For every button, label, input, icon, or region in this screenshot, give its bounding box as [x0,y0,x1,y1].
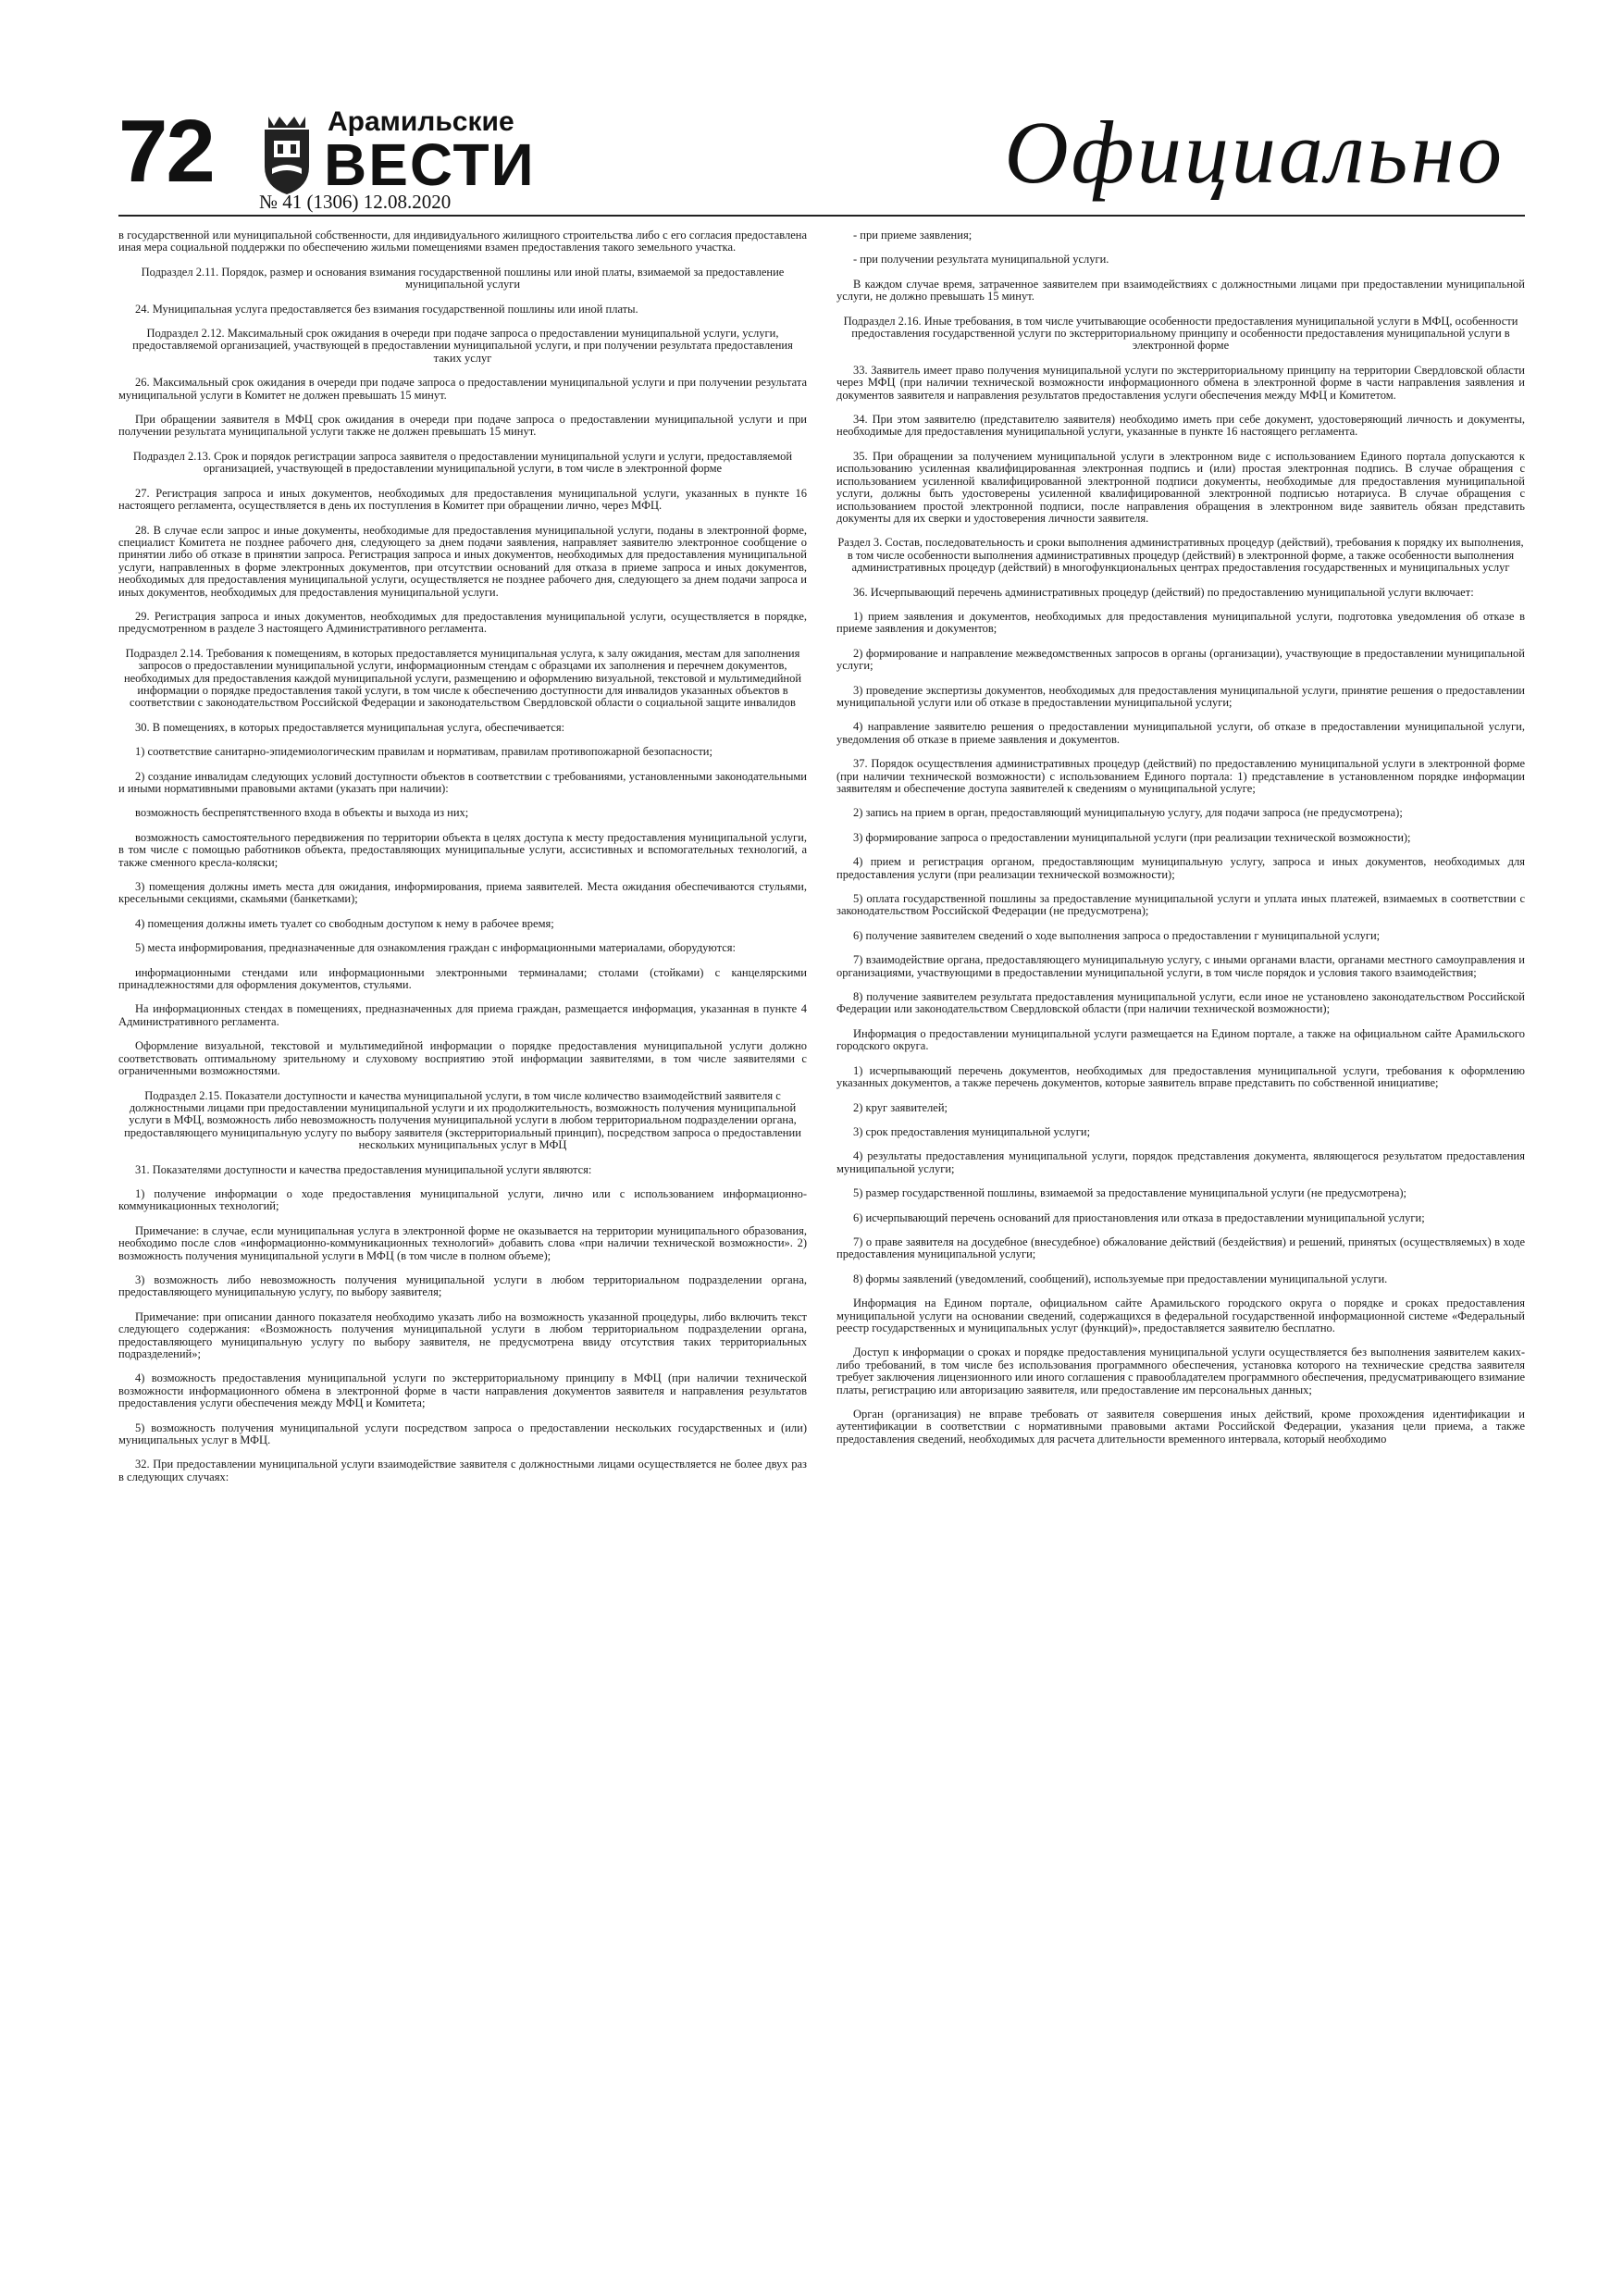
paragraph: 32. При предоставлении муниципальной услуги взаимодействие заявителя с должностными лицами осуществляется не более двух раз в следующих случаях: [118,1458,807,1483]
paragraph: 5) размер государственной пошлины, взимаемой за предоставление муниципальной услуги (не предусмотрена); [853,1186,1407,1200]
brand-title: ВЕСТИ [324,131,536,198]
paragraph: 1) получение информации о ходе предоставления муниципальной услуги, лично или с использованием информационно-коммуникационных технологий; [118,1186,807,1213]
paragraph: 36. Исчерпывающий перечень административных процедур (действий) по предоставлению муниципальной услуги включает: [853,585,1474,599]
paragraph: 2) запись на прием в орган, предоставляющий муниципальную услугу, для подачи запроса (не предусмотрена); [853,806,1403,820]
issue-info: № 41 (1306) 12.08.2020 [259,191,452,213]
subsection-heading: Подраздел 2.14. Требования к помещениям, в которых предоставляется муниципальная услуга, к залу ожидания, местам для заполнения запросов о предоставлении муниципальной услуги, информационным стендам с образцами их заполнения и перечнем документов, необходимых для предоставления каждой муниципальной услуги, размещению и оформлению визуальной, текстовой и мультимедийной информации о порядке предоставления такой услуги, в том числе к обеспечению доступности для инвалидов указанных объектов в соответствии с законодательством Российской Федерации и законодательством Свердловской области о социальной защите инвалидов [123,646,802,710]
section-title: Официально [1004,103,1505,202]
subsection-heading: Подраздел 2.12. Максимальный срок ожидания в очереди при подаче запроса о предоставлении муниципальной услуги, услуги, предоставляемой организацией, участвующей в предоставлении муниципальной услуги, и при получении результата предоставления таких услуг [132,327,793,365]
subsection-heading: Подраздел 2.13. Срок и порядок регистрации запроса заявителя о предоставлении муниципальной услуги и услуги, предоставляемой организацией, участвующей в предоставлении муниципальной услуги, в том числе в электронной форме [132,449,793,476]
paragraph: Информация на Едином портале, официальном сайте Арамильского городского округа о порядке и сроках предоставления муниципальной услуги на основании сведений, содержащихся в федеральной государственной информационной системе «Федеральный реестр государственных и муниципальных услуг (функций)», предоставляется заявителю бесплатно. [836,1297,1525,1334]
paragraph: 1) соответствие санитарно-эпидемиологическим правилам и нормативам, правилам противопожарной безопасности; [135,745,712,759]
paragraph: 34. При этом заявителю (представителю заявителя) необходимо иметь при себе документ, удостоверяющий личность и документы, необходимые для предоставления муниципальной услуги, указанные в пункте 16 настоящего регламента. [836,413,1525,439]
paragraph: 24. Муниципальная услуга предоставляется без взимания государственной пошлины или иной платы. [135,302,638,316]
paragraph: - при получении результата муниципальной услуги. [853,253,1109,267]
paragraph: 4) прием и регистрация органом, предоставляющим муниципальную услугу, запроса и иных документов, необходимых для предоставления услуги (при реализации технической возможности); [836,855,1525,881]
paragraph: 7) взаимодействие органа, предоставляющего муниципальную услугу, с иными органами власти, органами местного самоуправления и организациями, участвующими в предоставлении муниципальной услуги, в том числе порядок и условия такого взаимодействия; [836,953,1525,979]
paragraph: 37. Порядок осуществления административных процедур (действий) по предоставлению муниципальной услуги в электронной форме (при наличии технической возможности) с использованием Единого портала: 1) представление в установленном порядке информации заявителям и обеспечение доступа заявителей к сведениям о муниципальной услуге; [836,757,1525,795]
header-rule [118,215,1525,217]
paragraph: 3) возможность либо невозможность получения муниципальной услуги в любом территориальном подразделении органа, предоставляющего муниципальную услугу, по выбору заявителя; [118,1272,807,1299]
paragraph: Доступ к информации о сроках и порядке предоставления муниципальной услуги осуществляется без выполнения заявителем каких-либо требований, в том числе без использования программного обеспечения, установка которого на технические средства заявителя требует заключения лицензионного или иного соглашения с правообладателем программного обеспечения, предусматривающего взимание платы, регистрацию или авторизацию заявителя, или предоставление им персональных данных; [836,1346,1525,1396]
paragraph: в государственной или муниципальной собственности, для индивидуального жилищного строительства либо с его согласия предоставлена иная мера социальной поддержки по обеспечению жильми помещениями взамен предоставления такого земельного участка. [118,229,807,254]
paragraph: 1) исчерпывающий перечень документов, необходимых для предоставления муниципальной услуги, требования к оформлению указанных документов, а также перечень документов, которые заявитель вправе представить по собственной инициативе; [836,1063,1525,1090]
paragraph: 35. При обращении за получением муниципальной услуги в электронном виде с использованием Единого портала допускаются к использованию усиленная квалифицированная электронная подпись и (или) простая электронная подпись. В случае обращения с использованием усиленной квалифицированной электронной подписи документы, необходимые для предоставления муниципальной услуги, должны быть удостоверены усиленной квалифицированной электронной подписью нотариуса. В случае обращения с использованием простой электронной подписи, после направления обращения в электронном виде заявитель обязан представить документы для их сверки и удостоверения личности заявителя. [836,449,1525,525]
paragraph: 4) направление заявителю решения о предоставлении муниципальной услуги, об отказе в предоставлении муниципальной услуги, уведомления об отказе в приеме заявления и документов. [836,720,1525,746]
right-column [836,230,1525,1458]
paragraph: 5) места информирования, предназначенные для ознакомления граждан с информационными материалами, оборудуются: [135,941,736,955]
paragraph: 2) создание инвалидам следующих условий доступности объектов в соответствии с требованиями, установленными законодательными и иными нормативными правовыми актами (указать при наличии): [118,769,807,795]
paragraph: 29. Регистрация запроса и иных документов, необходимых для предоставления муниципальной услуги, осуществляется в порядке, предусмотренном в разделе 3 настоящего Административного регламента. [118,609,807,636]
paragraph: 3) формирование запроса о предоставлении муниципальной услуги (при реализации технической возможности); [853,830,1411,844]
paragraph: 26. Максимальный срок ожидания в очереди при подаче запроса о предоставлении муниципальной услуги и при получении результата муниципальной услуги в Комитет не должен превышать 15 минут. [118,376,807,402]
subsection-heading: Подраздел 2.16. Иные требования, в том числе учитывающие особенности предоставления муниципальной услуги в МФЦ, особенности предоставления государственной услуги по экстерриториальному принципу и особенности предоставления муниципальной услуги в электронной форме [843,314,1518,353]
coat-of-arms-icon [259,113,315,196]
paragraph: В каждом случае время, затраченное заявителем при взаимодействиях с должностными лицами при предоставлении муниципальной услуги, не должно превышать 15 минут. [836,277,1525,304]
paragraph: 3) помещения должны иметь места для ожидания, информирования, приема заявителей. Места ожидания обеспечиваются стульями, кресельными секциями, скамьями (банкетками); [118,880,807,906]
paragraph: возможность беспрепятственного входа в объекты и выхода из них; [135,806,469,820]
paragraph: 3) срок предоставления муниципальной услуги; [853,1124,1091,1138]
left-column [118,230,807,1496]
paragraph: Орган (организация) не вправе требовать от заявителя совершения иных действий, кроме прохождения идентификации и аутентификации в соответствии с нормативными правовыми актами Российской Федерации, указания цели приема, а также предоставления сведений, необходимых для расчета длительности временного интервала, который необходимо [836,1408,1525,1446]
paragraph: 4) результаты предоставления муниципальной услуги, порядок представления документа, являющегося результатом предоставления муниципальной услуги; [836,1149,1525,1175]
subsection-heading: Подраздел 2.15. Показатели доступности и качества муниципальной услуги, в том числе количество взаимодействий заявителя с должностными лицами при предоставлении муниципальной услуги и их продолжительность, возможность получения муниципальной услуги в МФЦ, возможность либо невозможность получения муниципальной услуги в любом территориальном подразделении органа, предоставляющего муниципальную услугу по выбору заявителя (экстерриториальный принцип), посредством запроса о предоставлении нескольких муниципальных услуг в МФЦ [124,1088,801,1152]
paragraph: 28. В случае если запрос и иные документы, необходимые для предоставления муниципальной услуги, поданы в электронной форме, специалист Комитета не позднее рабочего дня, следующего за днем подачи заявления, направляет заявителю электронное сообщение о принятии либо об отказе в принятии запроса. Регистрация запроса и иных документов, необходимых для предоставления муниципальной услуги, направленных в форме электронных документов, при отсутствии оснований для отказа в приеме запроса и иных документов, необходимых для предоставления муниципальной услуги, осуществляется не позднее рабочего дня, следующего за днем подачи запроса и иных документов, необходимых для предоставления муниципальной услуги. [118,523,807,599]
paragraph: 33. Заявитель имеет право получения муниципальной услуги по экстерриториальному принципу на территории Свердловской области через МФЦ (при наличии технической возможности информационного обмена в электронной форме в части направления заявления и документов заявителя и направления результатов предоставления услуги обеспечения между МФЦ и Комитетом. [836,363,1525,402]
paragraph: Примечание: при описании данного показателя необходимо указать либо на возможность указанной процедуры, либо включить текст следующего содержания: «Возможность получения муниципальной услуги в любом территориальном подразделении органа, предоставляющего муниципальную услугу по выбору заявителя, не предусмотрена ввиду отсутствия таких территориальных подразделений»; [118,1309,807,1360]
paragraph: Примечание: в случае, если муниципальная услуга в электронной форме не оказывается на территории муниципального образования, необходимо после слов «информационно-коммуникационных технологий» добавить слова «при наличии технической возможности». 2) возможность получения муниципальной услуги в МФЦ (в том числе в полном объеме); [118,1223,807,1262]
paragraph: возможность самостоятельного передвижения по территории объекта в целях доступа к месту предоставления муниципальной услуги, в том числе с помощью работников объекта, предоставляющих муниципальные услуги, ассистивных и вспомогательных технологий, а также сменного кресла-коляски; [118,830,807,869]
paragraph: 7) о праве заявителя на досудебное (внесудебное) обжалование действий (бездействия) и решений, принятых (осуществляемых) в ходе предоставления муниципальной услуги; [836,1235,1525,1261]
paragraph: 1) прием заявления и документов, необходимых для предоставления муниципальной услуги, подготовка уведомления об отказе в приеме заявления и документов; [836,609,1525,636]
subsection-heading: Подраздел 2.11. Порядок, размер и основания взимания государственной пошлины или иной платы, взимаемой за предоставление муниципальной услуги [141,265,785,292]
paragraph: 6) получение заявителем сведений о ходе выполнения запроса о предоставлении г муниципальной услуги; [853,928,1381,942]
paragraph: 8) получение заявителем результата предоставления муниципальной услуги, если иное не установлено законодательством Российской Федерации или законодательством Свердловской области (при наличии технической возможности); [836,990,1525,1016]
paragraph: 5) возможность получения муниципальной услуги посредством запроса о предоставлении нескольких государственных и (или) муниципальных услуг в МФЦ. [118,1421,807,1447]
paragraph: 2) формирование и направление межведомственных запросов в органы (организации), участвующие в предоставлении муниципальной услуги; [836,646,1525,673]
paragraph: На информационных стендах в помещениях, предназначенных для приема граждан, размещается информация, указанная в пункте 4 Административного регламента. [118,1002,807,1028]
paragraph: Информация о предоставлении муниципальной услуги размещается на Едином портале, а также на официальном сайте Арамильского городского округа. [836,1026,1525,1053]
paragraph: - при приеме заявления; [853,229,973,242]
paragraph: Оформление визуальной, текстовой и мультимедийной информации о порядке предоставления муниципальной услуги должно соответствовать оптимальному зрительному и слуховому восприятию этой информации заявителями, в том числе заявителями с ограниченными возможностями. [118,1039,807,1078]
paragraph: 4) возможность предоставления муниципальной услуги по экстерриториальному принципу в МФЦ (при наличии технической возможности информационного обмена в электронной форме в части направления документов заявителя и направления результатов предоставления услуги обеспечения между МФЦ и Комитета; [118,1371,807,1410]
paragraph: 8) формы заявлений (уведомлений, сообщений), используемые при предоставлении муниципальной услуги. [853,1272,1388,1285]
brand-subtitle: Арамильские [328,106,514,137]
page-number: 72 [118,102,214,201]
section-heading: Раздел 3. Состав, последовательность и сроки выполнения административных процедур (действий), требования к порядку их выполнения, в том числе особенности выполнения административных процедур (действий) в электронной форме, а также особенности выполнения административных процедур (действий) в многофункциональных центрах предоставления государственных и муниципальных услуг [837,536,1524,575]
paragraph: 30. В помещениях, в которых предоставляется муниципальная услуга, обеспечивается: [135,720,565,734]
paragraph: 2) круг заявителей; [853,1100,948,1114]
paragraph: 5) оплата государственной пошлины за предоставление муниципальной услуги и уплата иных платежей, взимаемых в соответствии с законодательством Российской Федерации (не предусмотрена); [836,892,1525,918]
paragraph: информационными стендами или информационными электронными терминалами; столами (стойками) с канцелярскими принадлежностями для оформления документов, стульями. [118,965,807,992]
paragraph: 27. Регистрация запроса и иных документов, необходимых для предоставления муниципальной услуги, указанных в пункте 16 настоящего регламента, осуществляется в день их поступления в Комитет при обращении лично, через МФЦ. [118,486,807,513]
paragraph: При обращении заявителя в МФЦ срок ожидания в очереди при подаче запроса о предоставлении муниципальной услуги и при получении результата муниципальной услуги также не должен превышать 15 минут. [118,413,807,439]
paragraph: 6) исчерпывающий перечень оснований для приостановления или отказа в предоставлении муниципальной услуги; [853,1210,1425,1224]
paragraph: 3) проведение экспертизы документов, необходимых для предоставления муниципальной услуги, принятие решения о предоставлении муниципальной услуги или об отказе в предоставлении муниципальной услуги; [836,683,1525,709]
paragraph: 31. Показателями доступности и качества предоставления муниципальной услуги являются: [135,1162,592,1176]
paragraph: 4) помещения должны иметь туалет со свободным доступом к нему в рабочее время; [135,916,554,930]
masthead [118,102,1525,213]
